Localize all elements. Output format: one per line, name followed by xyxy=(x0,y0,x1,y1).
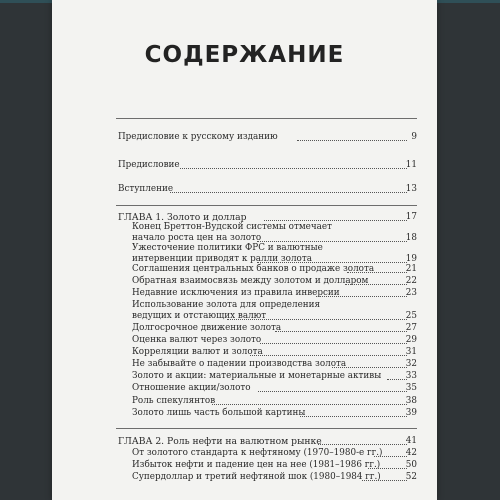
leader-dots xyxy=(368,460,407,469)
leader-dots xyxy=(260,335,407,344)
toc-entry-page: 33 xyxy=(405,371,417,381)
leader-dots xyxy=(318,436,407,445)
toc-entry-text: Золото лишь часть большой картины xyxy=(132,408,306,418)
page-title: СОДЕРЖАНИЕ xyxy=(144,42,345,68)
toc-entry-page: 25 xyxy=(405,311,417,321)
toc-entry-text: Соглашения центральных банков о продаже золота xyxy=(132,264,375,274)
toc-entry-text: Корреляции валют и золота xyxy=(132,347,263,357)
toc-entry-text: Недавние исключения из правила инверсии xyxy=(132,288,340,298)
leader-dots xyxy=(300,408,407,417)
toc-entry-text: Не забывайте о падении производства золота xyxy=(132,359,347,369)
toc-entry-page: 13 xyxy=(405,184,417,194)
toc-entry-page: 42 xyxy=(405,448,417,458)
leader-dots xyxy=(374,448,407,457)
toc-entry-page: 9 xyxy=(411,132,417,142)
chapter-title: ГЛАВА 1. Золото и доллар xyxy=(118,212,247,223)
toc-entry-page: 27 xyxy=(405,323,417,333)
toc-entry-text: Супердоллар и третий нефтяной шок (1980–1984 гг.) xyxy=(132,472,381,482)
toc-entry-text: От золотого стандарта к нефтяному (1970–1980-е гг.) xyxy=(132,448,383,458)
toc-entry-text: Предисловие к русскому изданию xyxy=(118,132,278,142)
leader-dots xyxy=(258,383,407,392)
toc-entry-text: Вступление xyxy=(118,184,174,194)
divider xyxy=(116,118,417,119)
leader-dots xyxy=(180,160,407,169)
chapter-title: ГЛАВА 2. Роль нефти на валютном рынке xyxy=(118,436,322,447)
leader-dots xyxy=(297,132,407,141)
toc-entry-page: 39 xyxy=(405,408,417,418)
toc-entry-page: 22 xyxy=(405,276,417,286)
toc-entry-page: 11 xyxy=(405,160,417,170)
toc-entry-text: Золото и акции: материальные и монетарные активы xyxy=(132,371,382,381)
leader-dots xyxy=(257,254,407,263)
leader-dots xyxy=(212,396,407,405)
leader-dots xyxy=(362,472,407,481)
toc-entry-page: 31 xyxy=(405,347,417,357)
toc-entry-text: Конец Бреттон-Вудской системы отмечает начало роста цен на золото xyxy=(132,222,333,243)
toc-entry-text: Отношение акции/золото xyxy=(132,383,251,393)
leader-dots xyxy=(275,323,407,332)
leader-dots xyxy=(250,347,407,356)
leader-dots xyxy=(345,276,407,285)
leader-dots xyxy=(170,184,407,193)
leader-dots xyxy=(387,371,407,380)
toc-entry-page: 38 xyxy=(405,396,417,406)
toc-entry-page: 35 xyxy=(405,383,417,393)
toc-entry-page: 52 xyxy=(405,472,417,482)
chapter-page: 41 xyxy=(405,436,417,446)
chapter-page: 17 xyxy=(405,212,417,222)
toc-entry-page: 23 xyxy=(405,288,417,298)
divider xyxy=(116,428,417,429)
toc-entry-text: Избыток нефти и падение цен на нее (1981–1986 гг.) xyxy=(132,460,381,470)
book-page xyxy=(52,0,437,500)
leader-dots xyxy=(316,288,407,297)
toc-entry-text: Роль спекулянтов xyxy=(132,396,216,406)
leader-dots xyxy=(264,212,407,221)
toc-entry-page: 19 xyxy=(405,254,417,264)
leader-dots xyxy=(347,264,407,273)
leader-dots xyxy=(257,233,407,242)
toc-entry-text: Обратная взаимосвязь между золотом и долларом xyxy=(132,276,369,286)
toc-entry-page: 29 xyxy=(405,335,417,345)
toc-entry-page: 18 xyxy=(405,233,417,243)
toc-entry-text: Долгосрочное движение золота xyxy=(132,323,282,333)
toc-entry-text: Использование золота для определения ведущих и отстающих валют xyxy=(132,300,321,321)
divider xyxy=(116,205,417,206)
leader-dots xyxy=(227,311,407,320)
toc-entry-page: 32 xyxy=(405,359,417,369)
toc-entry-text: Оценка валют через золото xyxy=(132,335,262,345)
toc-entry-text: Предисловие xyxy=(118,160,180,170)
leader-dots xyxy=(332,359,407,368)
toc-entry-page: 21 xyxy=(405,264,417,274)
toc-entry-text: Ужесточение политики ФРС и валютные интервенции приводят к ралли золота xyxy=(132,243,323,264)
toc-entry-page: 50 xyxy=(405,460,417,470)
